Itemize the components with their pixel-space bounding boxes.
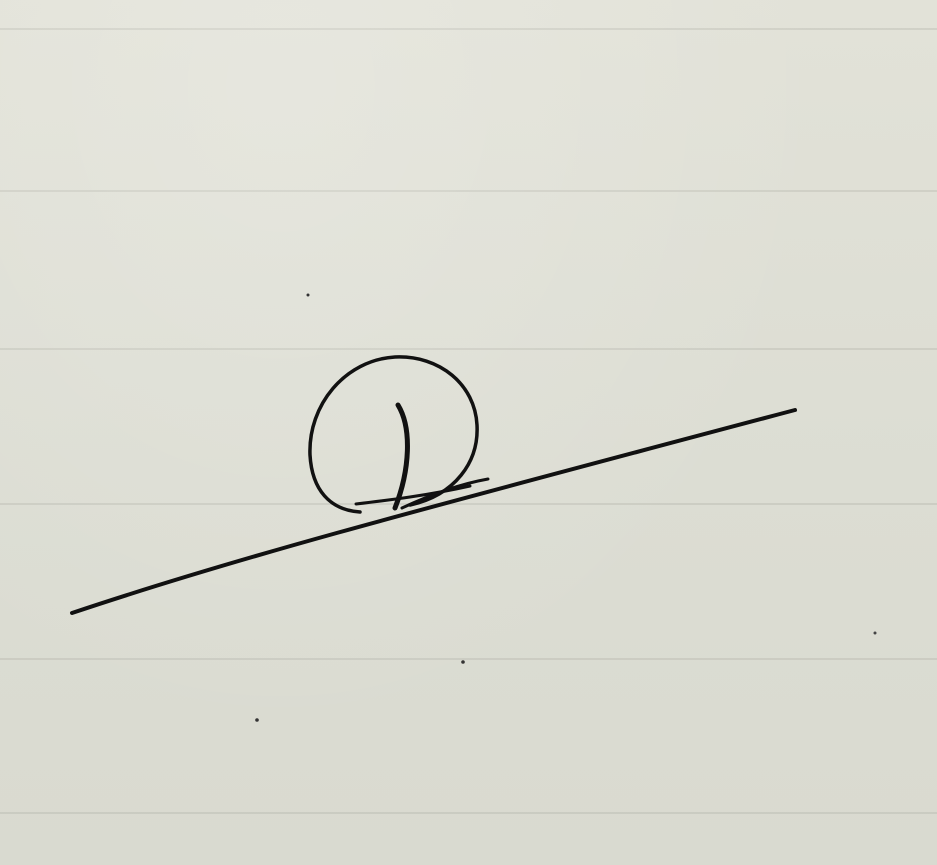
ink-speck: [461, 660, 465, 664]
ink-speck: [307, 294, 310, 297]
ink-speck: [874, 632, 877, 635]
ink-speck: [255, 718, 259, 722]
inner-stroke: [395, 405, 407, 508]
inclined-line: [72, 410, 795, 613]
